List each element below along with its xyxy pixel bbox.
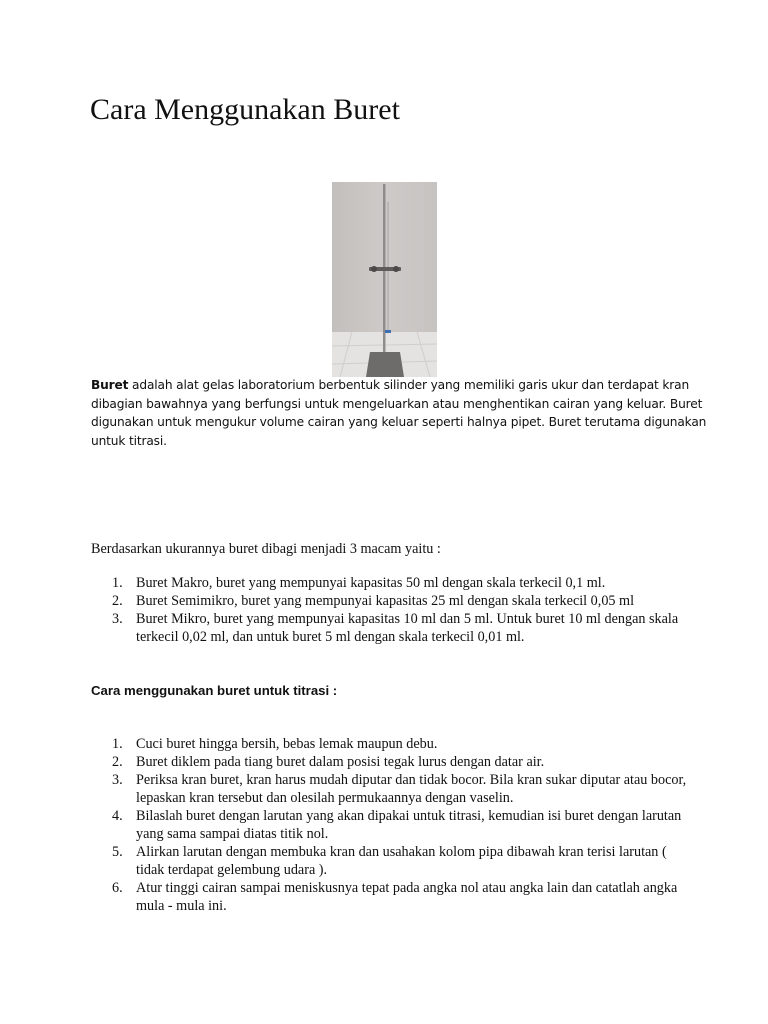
buret-sizes-intro: Berdasarkan ukurannya buret dibagi menjadi 3 macam yaitu : xyxy=(91,541,441,557)
list-item xyxy=(91,771,691,807)
buret-sizes-list xyxy=(91,574,691,646)
list-item-number: 3. xyxy=(112,611,123,627)
list-item-text: Bilaslah buret dengan larutan yang akan dipakai untuk titrasi, kemudian isi buret dengan larutan yang sama sampai diatas titik nol. xyxy=(136,808,682,842)
list-item-number: 3. xyxy=(112,772,123,788)
list-item-text: Cuci buret hingga bersih, bebas lemak maupun debu. xyxy=(136,736,438,752)
list-item xyxy=(91,610,691,646)
list-item-text: Buret Makro, buret yang mempunyai kapasitas 50 ml dengan skala terkecil 0,1 ml. xyxy=(136,575,606,591)
buret-definition xyxy=(91,376,711,450)
list-item-number: 2. xyxy=(112,593,123,609)
buret-term: Buret xyxy=(91,378,129,392)
titration-section-heading: Cara menggunakan buret untuk titrasi : xyxy=(91,683,338,698)
list-item-text: Buret Mikro, buret yang mempunyai kapasitas 10 ml dan 5 ml. Untuk buret 10 ml dengan skala terkecil 0,02 ml, dan untuk buret 5 ml dengan skala terkecil 0,01 ml. xyxy=(136,611,679,645)
stand-base xyxy=(366,352,404,377)
list-item-number: 2. xyxy=(112,754,123,770)
list-item xyxy=(91,753,691,771)
buret-stand-photo xyxy=(332,182,437,377)
list-item xyxy=(91,879,691,915)
titration-steps-list xyxy=(91,735,691,915)
list-item xyxy=(91,574,691,592)
page-title: Cara Menggunakan Buret xyxy=(90,93,400,126)
list-item xyxy=(91,592,691,610)
list-item-text: Alirkan larutan dengan membuka kran dan usahakan kolom pipa dibawah kran terisi larutan ( tidak terdapat gelembung udara ). xyxy=(136,844,667,878)
buret-stopcock xyxy=(385,330,391,333)
list-item xyxy=(91,735,691,753)
list-item-text: Atur tinggi cairan sampai meniskusnya tepat pada angka nol atau angka lain dan catatlah angka mula - mula ini. xyxy=(136,880,678,914)
buret-definition-text: adalah alat gelas laboratorium berbentuk silinder yang memiliki garis ukur dan terdapat kran dibagian bawahnya yang berfungsi untuk mengeluarkan atau menghentikan cairan yang keluar. Buret digunakan untuk mengukur volume cairan yang keluar seperti halnya pipet. Buret terutama digunakan untuk titrasi. xyxy=(91,378,707,448)
buret-stand-illustration xyxy=(332,182,437,377)
list-item-number: 6. xyxy=(112,880,123,896)
list-item-number: 1. xyxy=(112,575,123,591)
list-item-text: Buret diklem pada tiang buret dalam posisi tegak lurus dengan datar air. xyxy=(136,754,545,770)
list-item-text: Periksa kran buret, kran harus mudah diputar dan tidak bocor. Bila kran sukar diputar atau bocor, lepaskan kran tersebut dan olesilah permukaannya dengan vaselin. xyxy=(136,772,687,806)
list-item xyxy=(91,807,691,843)
list-item-number: 4. xyxy=(112,808,123,824)
list-item-text: Buret Semimikro, buret yang mempunyai kapasitas 25 ml dengan skala terkecil 0,05 ml xyxy=(136,593,635,609)
list-item xyxy=(91,843,691,879)
list-item-number: 5. xyxy=(112,844,123,860)
list-item-number: 1. xyxy=(112,736,123,752)
